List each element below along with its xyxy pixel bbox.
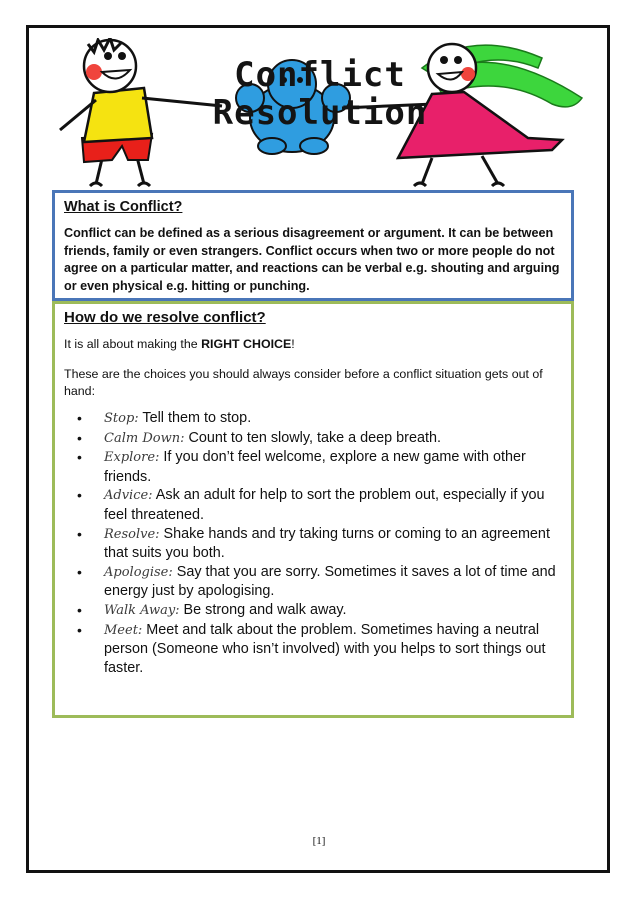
header-illustration: [52, 38, 588, 190]
page-number: [1]: [312, 835, 326, 847]
choices-list: [64, 409, 561, 677]
page-title-line-2: Resolution: [212, 93, 428, 133]
bullet: •: [77, 563, 82, 580]
bullet: •: [77, 449, 82, 466]
choice-keyword: Explore:: [104, 450, 160, 466]
choice-text: If you don’t feel welcome, explore a new game with other friends.: [104, 449, 526, 485]
choice-item: [77, 409, 561, 429]
what-is-conflict-heading: What is Conflict?: [64, 199, 183, 215]
choice-item: [77, 563, 561, 601]
bullet: •: [77, 621, 82, 638]
choice-text: Say that you are sorry. Sometimes it saves a lot of time and energy just by apologising.: [104, 563, 556, 600]
choice-keyword: Apologise:: [104, 564, 173, 580]
choice-text: Meet and talk about the problem. Sometimes having a neutral person (Someone who isn’t involved) with you helps to sort things out faster.: [104, 621, 546, 676]
choice-keyword: Walk Away:: [104, 602, 180, 618]
bullet: •: [77, 429, 82, 446]
choice-keyword: Resolve:: [104, 526, 160, 542]
page-title: [52, 56, 588, 132]
choice-text: Shake hands and try taking turns or coming to an agreement that suits you both.: [104, 525, 550, 562]
choice-item: [77, 486, 561, 524]
what-is-conflict-body: Conflict can be defined as a serious disagreement or argument. It can be between friends, family or even strangers. Conflict occurs when two or more people do not agree on a particular matter, and reactions can be verbal e.g. shouting and arguing or even physical e.g. hitting or punching.: [64, 226, 560, 293]
bullet: •: [77, 410, 82, 426]
choices-intro: These are the choices you should always consider before a conflict situation gets out of hand:: [64, 367, 543, 398]
what-is-conflict-box: [52, 190, 574, 301]
resolve-conflict-heading: How do we resolve conflict?: [64, 309, 266, 326]
choice-text: Count to ten slowly, take a deep breath.: [184, 429, 441, 446]
bullet: •: [77, 487, 82, 504]
choice-keyword: Meet:: [104, 622, 143, 638]
choice-item: [77, 601, 561, 621]
right-choice-emphasis: RIGHT CHOICE: [201, 337, 292, 351]
choice-text: Tell them to stop.: [138, 410, 252, 426]
choice-item: [77, 448, 561, 486]
resolve-conflict-box: [52, 301, 574, 718]
page-title-line-1: Conflict: [234, 55, 406, 95]
bullet: •: [77, 525, 82, 542]
choice-keyword: Calm Down:: [104, 430, 185, 446]
choice-item: [77, 621, 561, 678]
choice-text: Ask an adult for help to sort the problem out, especially if you feel threatened.: [104, 487, 545, 523]
choice-item: [77, 525, 561, 563]
right-choice-intro-before: It is all about making the: [64, 337, 202, 351]
choice-item: [77, 429, 561, 449]
right-choice-intro-after: !: [291, 337, 295, 351]
choice-keyword: Stop:: [104, 411, 139, 426]
right-choice-intro: [64, 337, 561, 351]
choice-text: Be strong and walk away.: [179, 601, 347, 618]
bullet: •: [77, 601, 82, 618]
choice-keyword: Advice:: [104, 488, 153, 504]
